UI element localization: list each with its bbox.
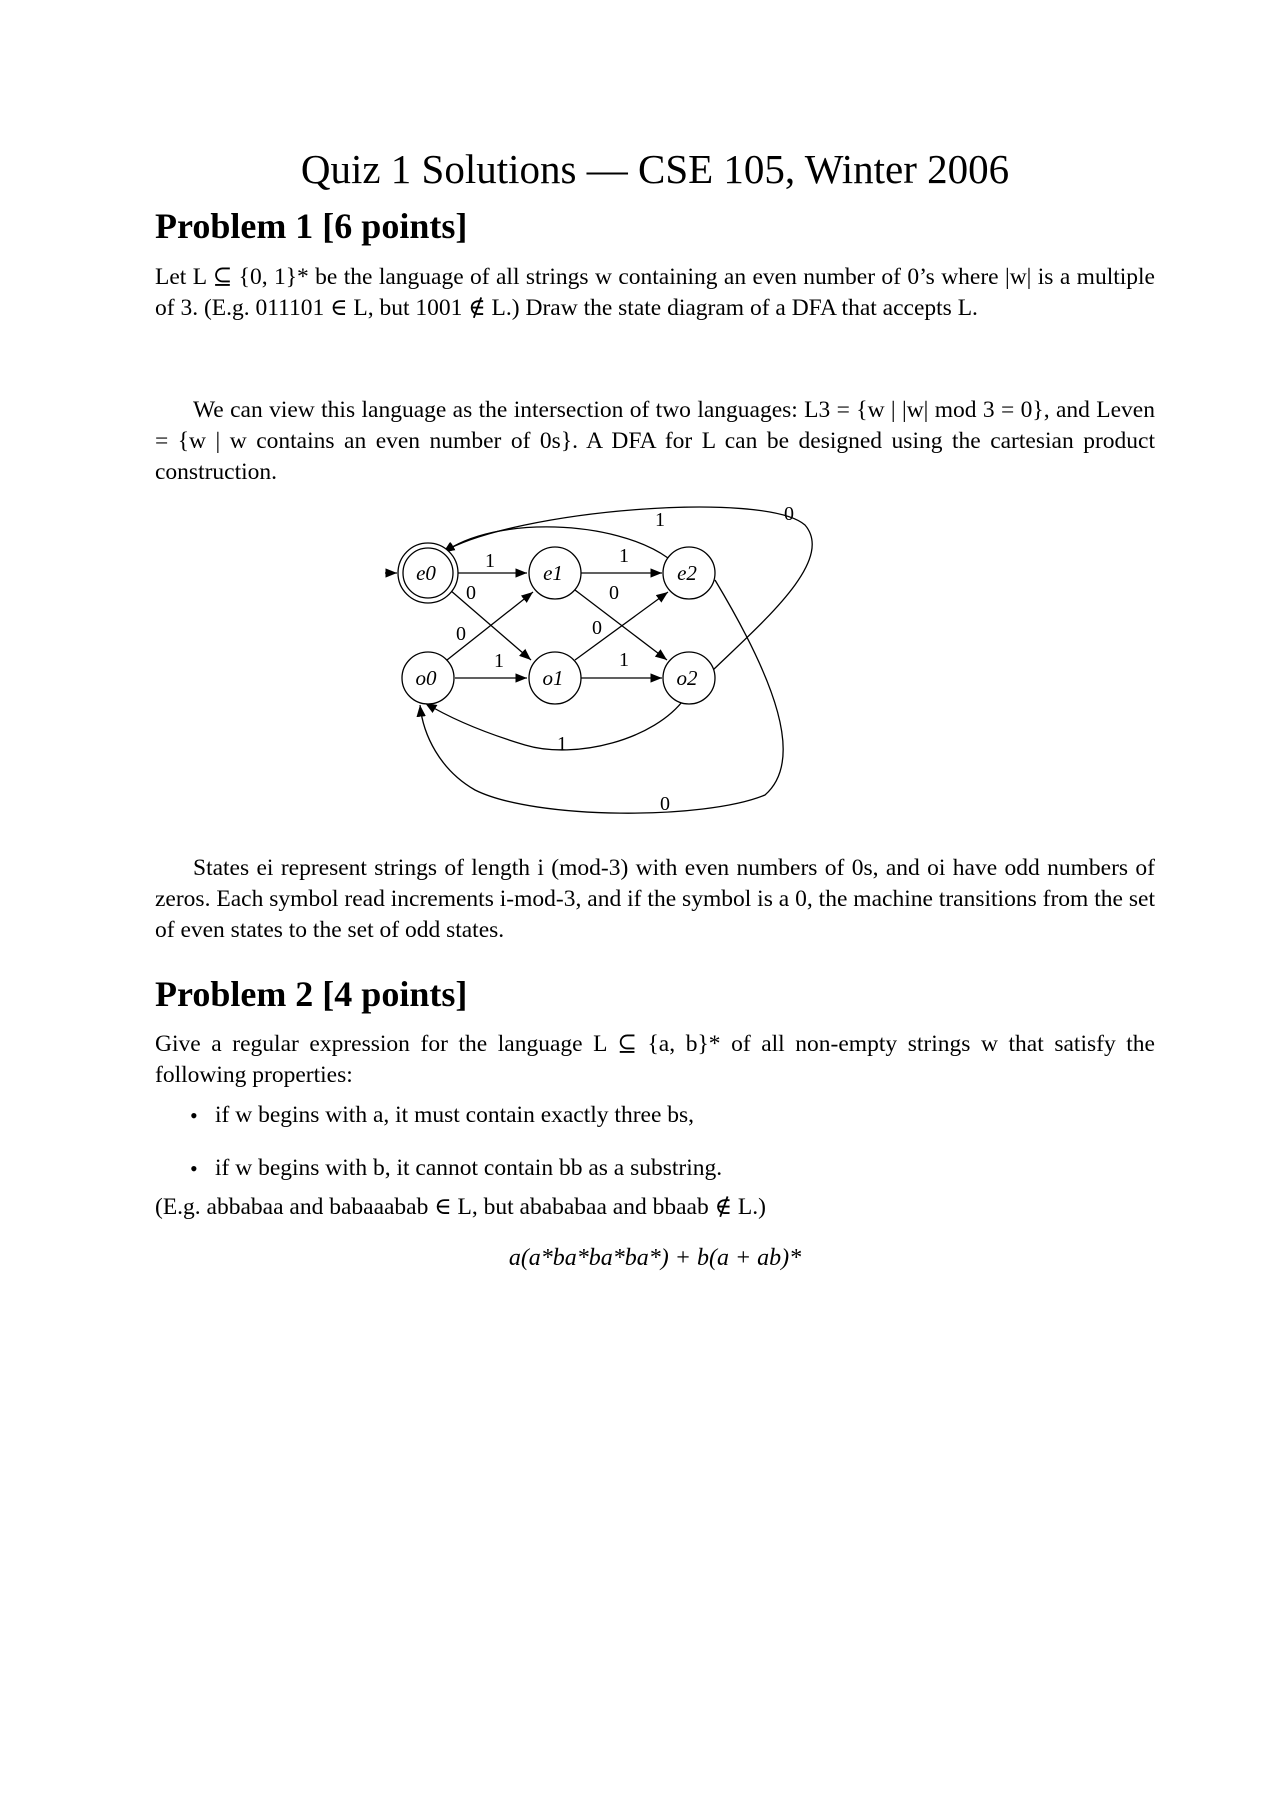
list-item: • if w begins with a, it must contain exactly three bs, [190, 1100, 722, 1131]
problem-2-statement: Give a regular expression for the language L ⊆ {a, b}* of all non-empty strings w that satisfy the following properties: [155, 1031, 1155, 1088]
problem-1-statement: Let L ⊆ {0, 1}* be the language of all strings w containing an even number of 0’s where |w| is a multiple of 3. (E.g. 011101 ∈ L, but 1001 ∉ L.) Draw the state diagram of a DFA that accepts L. [155, 264, 1155, 321]
problem-2-properties-list [190, 1100, 722, 1206]
edge-label-e1-e2: 1 [619, 545, 629, 567]
state-label-o2: o2 [676, 666, 698, 690]
edge-e2-o0 [420, 580, 783, 813]
problem-2-example: (E.g. abbabaa and babaaabab ∈ L, but abababaa and bbaab ∉ L.) [155, 1194, 766, 1220]
edge-label-e2-e0: 1 [655, 509, 665, 531]
page-title: Quiz 1 Solutions — CSE 105, Winter 2006 [300, 146, 1010, 192]
edge-label-o0-e1: 0 [456, 623, 466, 645]
edge-label-o1-e2: 0 [592, 617, 602, 639]
edge-label-e0-e1: 1 [485, 550, 495, 572]
state-label-e2: e2 [677, 561, 697, 585]
edge-label-o2-e0: 0 [784, 503, 794, 525]
problem-2-answer: a(a*ba*ba*ba*) + b(a + ab)* [508, 1245, 802, 1271]
edge-o2-o0 [425, 698, 685, 750]
state-label-e1: e1 [543, 561, 563, 585]
edge-label-e1-o2: 0 [609, 582, 619, 604]
edge-label-e0-o1: 0 [466, 582, 476, 604]
problem-1-solution-intro: We can view this language as the intersection of two languages: L3 = {w | |w| mod 3 = 0}, and Leven = {w | w contains an even number of 0s}. A DFA for L can be designed using the cartesian product construction. [155, 397, 1155, 485]
dfa-diagram [385, 500, 865, 840]
state-label-o0: o0 [415, 666, 437, 690]
problem-1-heading: Problem 1 [6 points] [155, 206, 468, 246]
edge-label-e2-o0: 0 [660, 793, 670, 815]
edge-label-o0-o1: 1 [494, 650, 504, 672]
problem-2-heading: Problem 2 [4 points] [155, 974, 468, 1014]
edge-o2-e0 [443, 507, 812, 670]
edge-label-o1-o2: 1 [619, 649, 629, 671]
state-label-e0: e0 [416, 561, 436, 585]
state-label-o1: o1 [542, 666, 564, 690]
edge-label-o2-o0: 1 [557, 733, 567, 755]
problem-1-solution-explanation: States ei represent strings of length i (mod-3) with even numbers of 0s, and oi have odd numbers of zeros. Each symbol read increments i-mod-3, and if the symbol is a 0, the machine transitions from the set of even states to the set of odd states. [155, 855, 1155, 943]
list-item: • if w begins with b, it cannot contain bb as a substring. [190, 1153, 722, 1184]
